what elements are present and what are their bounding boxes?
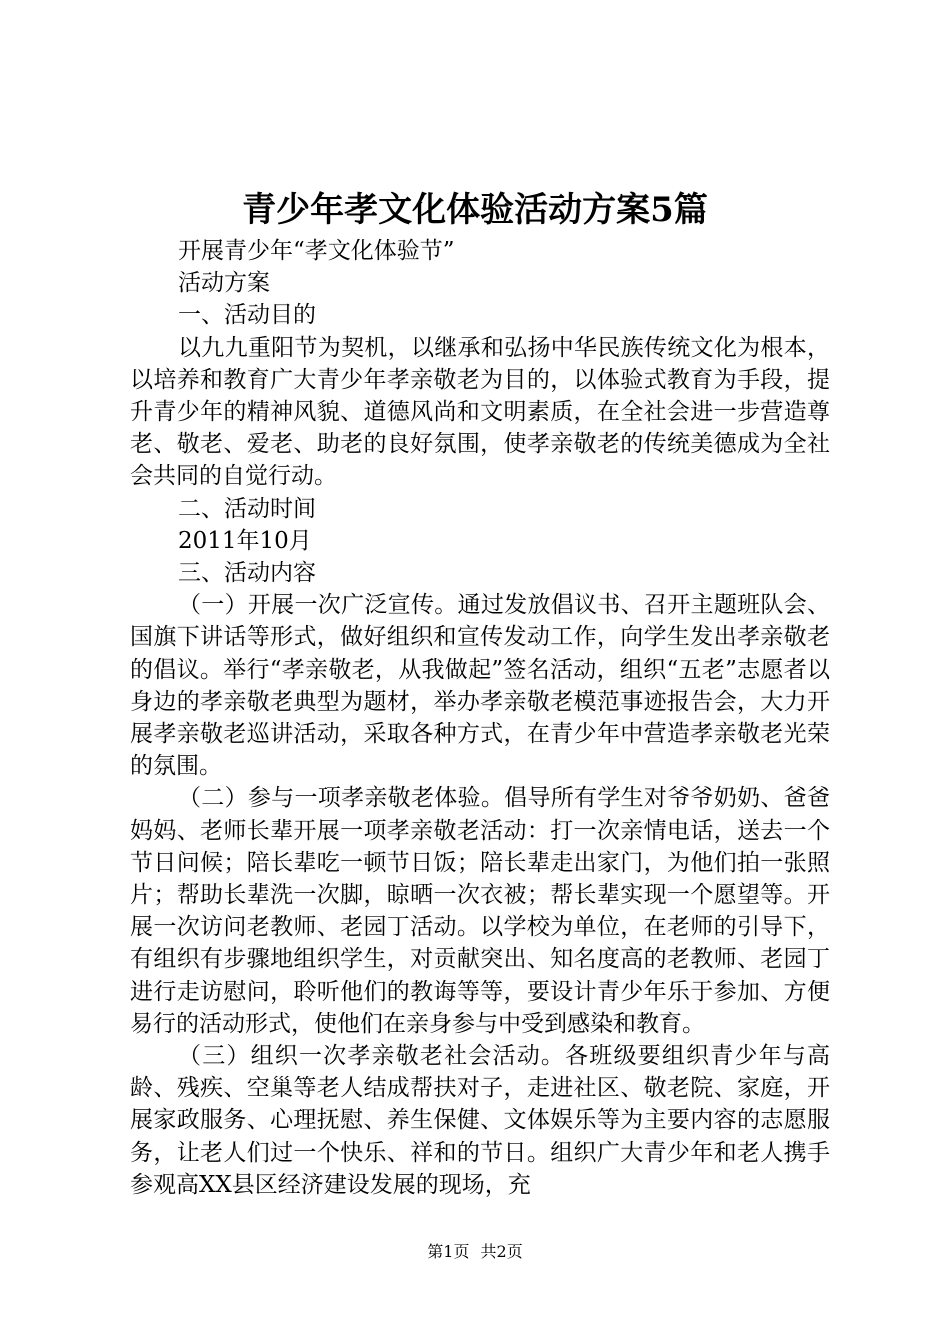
paragraph: （二）参与一项孝亲敬老体验。倡导所有学生对爷爷奶奶、爸爸妈妈、老师长辈开展一项孝亲敬老活动：打一次亲情电话，送去一个节日问候；陪长辈吃一顿节日饭；陪长辈走出家门，为他们拍一张照片；帮助长辈洗一次脚，晾晒一次衣被；帮长辈实现一个愿望等。开展一次访问老教师、老园丁活动。以学校为单位，在老师的引导下，有组织有步骤地组织学生，对贡献突出、知名度高的老教师、老园丁进行走访慰问，聆听他们的教诲等等，要设计青少年乐于参加、方便易行的活动形式，使他们在亲身参与中受到感染和教育。 — [130, 785, 830, 1037]
document-title: 青少年孝文化体验活动方案5篇 — [242, 190, 708, 230]
paragraph-heading-line: 活动方案 — [178, 270, 270, 297]
section-heading: 一、活动目的 — [178, 302, 316, 329]
paragraph: 以九九重阳节为契机，以继承和弘扬中华民族传统文化为根本，以培养和教育广大青少年孝亲敬老为目的，以体验式教育为手段，提升青少年的精神风貌、道德风尚和文明素质，在全社会进一步营造尊老、敬老、爱老、助老的良好氛围，使孝亲敬老的传统美德成为全社会共同的自觉行动。 — [130, 334, 830, 490]
paragraph: （一）开展一次广泛宣传。通过发放倡议书、召开主题班队会、国旗下讲话等形式，做好组织和宣传发动工作，向学生发出孝亲敬老的倡议。举行“孝亲敬老，从我做起”签名活动，组织“五老”志愿者以身边的孝亲敬老典型为题材，举办孝亲敬老模范事迹报告会，大力开展孝亲敬老巡讲活动，采取各种方式，在青少年中营造孝亲敬老光荣的氛围。 — [130, 592, 830, 780]
document-body — [130, 235, 830, 1201]
page-footer — [0, 1241, 950, 1263]
page-number-current: 第1页 — [427, 1242, 470, 1261]
section-heading: 二、活动时间 — [178, 495, 316, 522]
page-number-total: 共2页 — [480, 1242, 523, 1261]
paragraph: （三）组织一次孝亲敬老社会活动。各班级要组织青少年与高龄、残疾、空巢等老人结成帮扶对子，走进社区、敬老院、家庭，开展家政服务、心理抚慰、养生保健、文体娱乐等为主要内容的志愿服务，让老人们过一个快乐、祥和的节日。组织广大青少年和老人携手参观高XX县区经济建设发展的现场，充 — [130, 1043, 830, 1198]
paragraph-date: 2011年10月 — [178, 527, 312, 554]
paragraph-heading-line: 开展青少年“孝文化体验节” — [178, 238, 455, 264]
section-heading: 三、活动内容 — [178, 560, 316, 587]
